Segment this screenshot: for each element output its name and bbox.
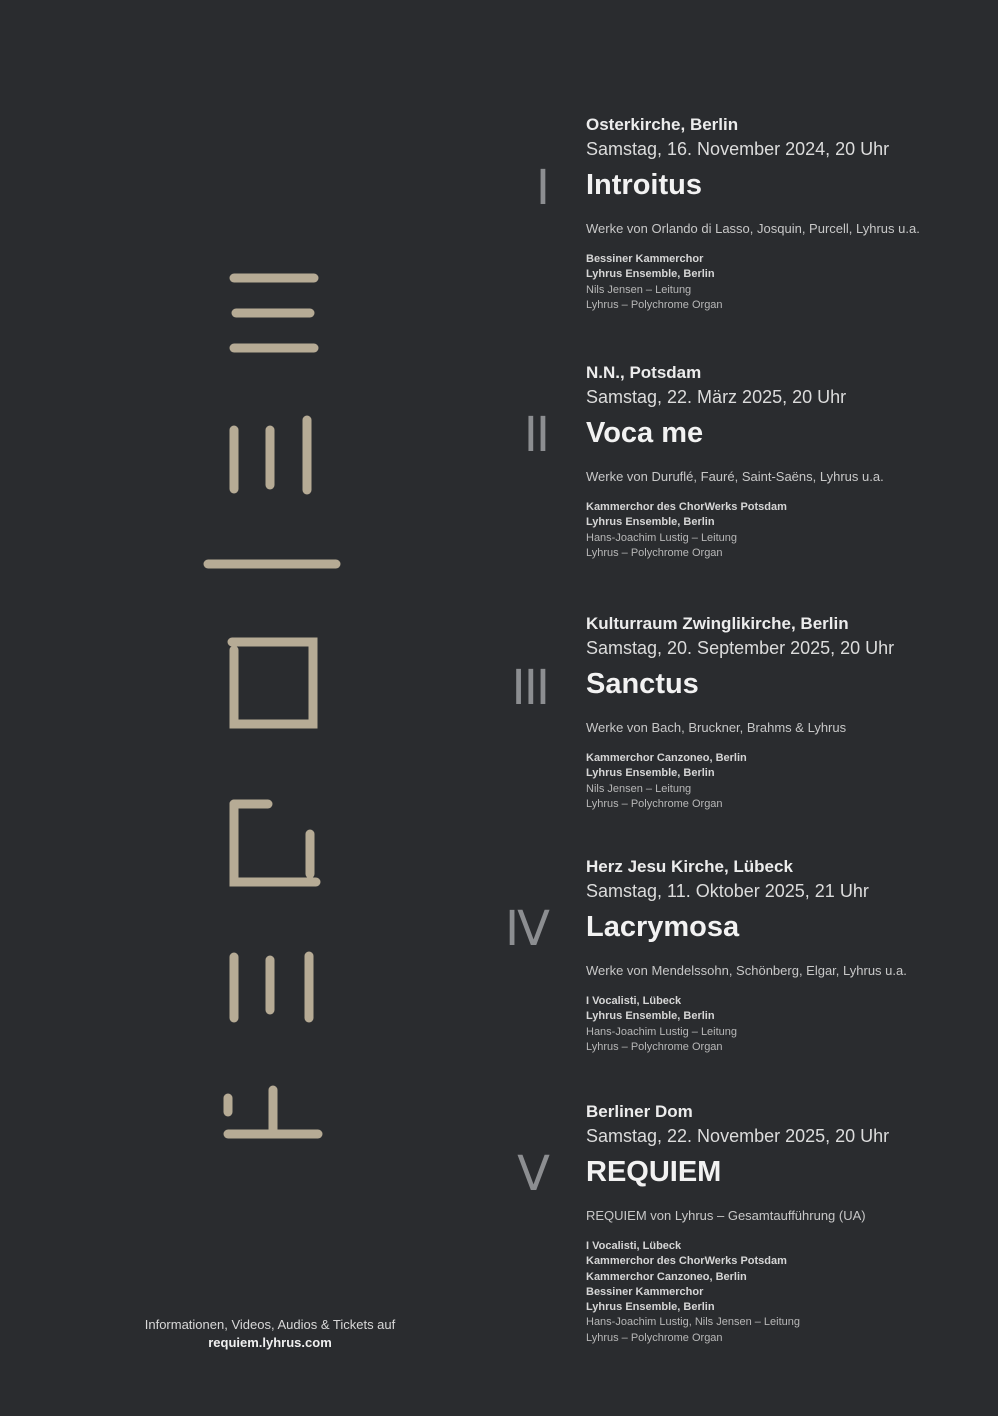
performer: Kammerchor Canzoneo, Berlin [586,752,747,764]
concert-title: Sanctus [586,668,699,700]
performer: I Vocalisti, Lübeck [586,995,682,1007]
logo-letter-iii-top [234,420,307,490]
performer: Lyhrus Ensemble, Berlin [586,1010,715,1023]
concert-4 [586,856,986,1055]
performer: Kammerchor des ChorWerks Potsdam [586,1255,787,1268]
concert-2 [586,362,986,561]
performer: Kammerchor Canzoneo, Berlin [586,1270,747,1283]
concert-title: Voca me [586,417,704,449]
performer: Hans-Joachim Lustig, Nils Jensen – Leitung [586,1316,801,1329]
concert-date: Samstag, 11. Oktober 2025, 21 Uhr [586,881,869,901]
performer: Lyhrus Ensemble, Berlin [586,1301,715,1314]
performer: Bessiner Kammerchor [586,1285,704,1298]
concert-performers [586,500,986,561]
performer: Lyhrus Ensemble, Berlin [586,516,715,529]
concert-date: Samstag, 22. November 2025, 20 Uhr [586,1126,890,1146]
performer: Hans-Joachim Lustig – Leitung [586,1025,738,1038]
concert-works: Werke von Duruflé, Fauré, Saint-Saëns, Lyhrus u.a. [586,469,884,484]
logo-letter-u [232,642,313,724]
concert-works: Werke von Bach, Bruckner, Brahms & Lyhrus [586,720,847,735]
concert-5 [586,1101,986,1346]
performer: Lyhrus Ensemble, Berlin [586,268,715,281]
numeral-3: III [511,660,548,716]
concert-date: Samstag, 22. März 2025, 20 Uhr [586,387,847,407]
concert-date: Samstag, 20. September 2025, 20 Uhr [586,638,895,658]
logo-letter-q [234,804,316,882]
numeral-5: V [517,1146,548,1202]
performer: Bessiner Kammerchor [586,253,704,265]
performer: Nils Jensen – Leitung [586,782,692,795]
concert-title: Introitus [586,169,702,201]
concert-performers [586,252,986,313]
concert-venue: Osterkirche, Berlin [586,115,739,134]
concert-title: REQUIEM [586,1156,722,1188]
numeral-1: I [535,160,548,216]
footer [120,1316,420,1352]
footer-url-link[interactable]: requiem.lyhrus.com [208,1335,332,1350]
performer: Lyhrus Ensemble, Berlin [586,767,715,780]
concert-venue: N.N., Potsdam [586,363,702,382]
logo-letter-iii-bottom [234,956,309,1018]
concert-performers [586,751,986,812]
concert-venue: Kulturraum Zwinglikirche, Berlin [586,614,849,633]
numeral-4: IV [505,901,548,957]
concert-performers [586,994,986,1055]
concert-venue: Berliner Dom [586,1102,693,1121]
concert-works: Werke von Orlando di Lasso, Josquin, Purcell, Lyhrus u.a. [586,221,920,236]
performer: Lyhrus – Polychrome Organ [586,298,723,311]
performer: Nils Jensen – Leitung [586,283,692,296]
concert-3 [586,613,986,812]
performer: Lyhrus – Polychrome Organ [586,1040,723,1053]
concert-venue: Herz Jesu Kirche, Lübeck [586,857,793,876]
performer: Lyhrus – Polychrome Organ [586,546,723,559]
numeral-2: II [523,407,548,463]
concert-1 [586,114,986,313]
logo-letter-e-top [234,278,314,348]
requiem-logo [190,262,360,1152]
concert-performers [586,1239,986,1346]
performer: Hans-Joachim Lustig – Leitung [586,531,738,544]
footer-info-text: Informationen, Videos, Audios & Tickets auf [144,1317,396,1332]
concert-title: Lacrymosa [586,911,740,943]
concert-works: Werke von Mendelssohn, Schönberg, Elgar, Lyhrus u.a. [586,963,907,978]
logo-letter-r [228,1090,318,1134]
performer: Kammerchor des ChorWerks Potsdam [586,501,787,513]
performer: Lyhrus – Polychrome Organ [586,1331,723,1344]
performer: Lyhrus – Polychrome Organ [586,797,723,810]
performer: I Vocalisti, Lübeck [586,1240,682,1252]
concert-works: REQUIEM von Lyhrus – Gesamtaufführung (UA) [586,1208,866,1223]
concert-date: Samstag, 16. November 2024, 20 Uhr [586,139,890,159]
